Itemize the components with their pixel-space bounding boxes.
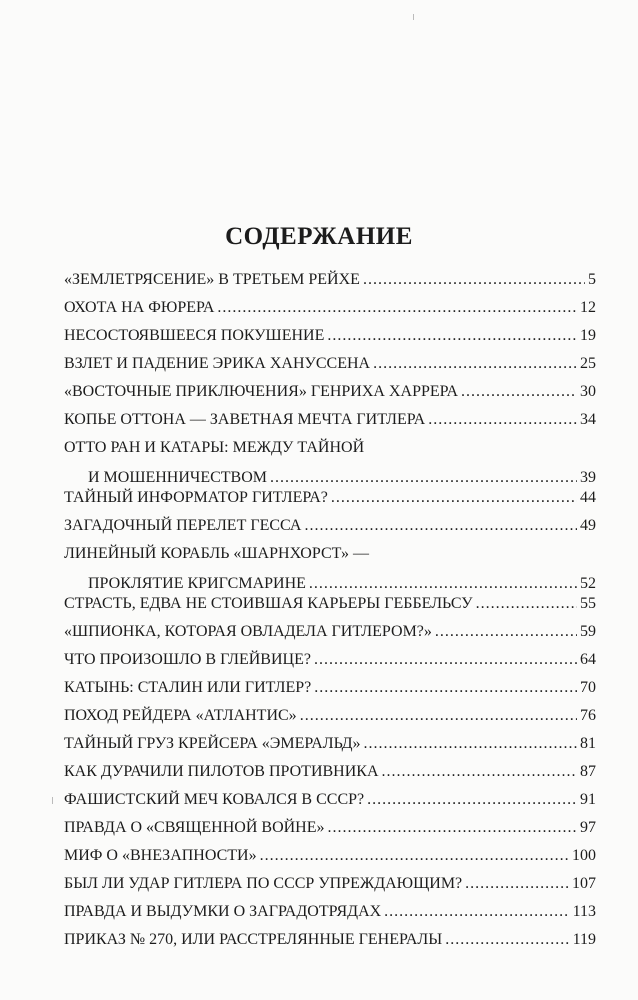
toc-entry[interactable] [64,354,596,374]
dot-leader [217,298,577,318]
toc-entry[interactable] [64,790,596,810]
toc-entry-title: ЗАГАДОЧНЫЙ ПЕРЕЛЕТ ГЕССА [64,517,302,534]
dot-leader [384,902,569,922]
toc-entry[interactable] [64,902,596,922]
toc-page-number: 52 [580,575,596,592]
toc-entry[interactable] [64,410,596,430]
toc-entry[interactable] [64,622,596,642]
toc-entry-title: КОПЬЕ ОТТОНА — ЗАВЕТНАЯ МЕЧТА ГИТЛЕРА [64,411,426,428]
toc-page-number: 34 [580,411,596,428]
toc-page-number: 76 [580,707,596,724]
toc-entry-title: ТАЙНЫЙ ГРУЗ КРЕЙСЕРА «ЭМЕРАЛЬД» [64,735,361,752]
toc-page-number: 113 [572,903,596,920]
page-title: СОДЕРЖАНИЕ [225,223,413,250]
dot-leader [428,410,577,430]
dot-leader [476,594,577,614]
toc-entry[interactable] [64,326,596,346]
dot-leader [461,382,577,402]
toc-page-number: 39 [580,469,596,486]
dot-leader [465,874,569,894]
toc-entry-title: КАК ДУРАЧИЛИ ПИЛОТОВ ПРОТИВНИКА [64,763,379,780]
toc-entry-title: ОХОТА НА ФЮРЕРА [64,299,215,316]
scan-mark [413,14,414,20]
toc-entry-title: ЧТО ПРОИЗОШЛО В ГЛЕЙВИЦЕ? [64,651,311,668]
toc-page-number: 81 [580,735,596,752]
toc-entry[interactable] [64,846,596,866]
toc-entry[interactable] [64,734,596,754]
dot-leader [314,678,577,698]
toc-entry[interactable] [64,594,596,614]
toc-page-number: 55 [580,595,596,612]
toc-entry-title: ПРОКЛЯТИЕ КРИГСМАРИНЕ [88,575,306,592]
toc-page-number: 97 [580,819,596,836]
dot-leader [328,818,577,838]
dot-leader [314,650,577,670]
dot-leader [363,270,585,290]
toc-entry-title: МИФ О «ВНЕЗАПНОСТИ» [64,847,257,864]
toc-entry-title: ПРАВДА И ВЫДУМКИ О ЗАГРАДОТРЯДАХ [64,903,382,920]
dot-leader [373,354,577,374]
toc-entry-title: БЫЛ ЛИ УДАР ГИТЛЕРА ПО СССР УПРЕЖДАЮЩИМ? [64,875,463,892]
toc-entry[interactable] [64,762,596,782]
toc-entry[interactable] [64,930,596,950]
toc-page-number: 12 [580,299,596,316]
dot-leader [260,846,569,866]
toc-entry-title: «ВОСТОЧНЫЕ ПРИКЛЮЧЕНИЯ» ГЕНРИХА ХАРРЕРА [64,383,459,400]
toc-entry[interactable] [64,488,596,508]
toc-page-number: 100 [572,847,596,864]
toc-entry-title: ФАШИСТСКИЙ МЕЧ КОВАЛСЯ В СССР? [64,791,365,808]
toc-page-number: 44 [580,489,596,506]
toc-entry-title: ЛИНЕЙНЫЙ КОРАБЛЬ «ШАРНХОРСТ» — [64,545,369,562]
dot-leader [327,326,577,346]
toc-entry-title: «ШПИОНКА, КОТОРАЯ ОВЛАДЕЛА ГИТЛЕРОМ?» [64,623,432,640]
toc-entry[interactable] [64,438,596,488]
toc-entry[interactable] [64,650,596,670]
toc-entry[interactable] [64,298,596,318]
toc-entry-title: И МОШЕННИЧЕСТВОМ [88,469,267,486]
toc-entry[interactable] [64,874,596,894]
toc-entry[interactable] [64,270,596,290]
toc-page-number: 19 [580,327,596,344]
toc-entry-title: ПОХОД РЕЙДЕРА «АТЛАНТИС» [64,707,297,724]
toc-entry[interactable] [64,516,596,536]
toc-entry-title: НЕСОСТОЯВШЕЕСЯ ПОКУШЕНИЕ [64,327,325,344]
toc-page-number: 91 [580,791,596,808]
toc-page-number: 25 [580,355,596,372]
dot-leader [309,574,577,594]
dot-leader [367,790,577,810]
dot-leader [382,762,577,782]
toc-entry[interactable] [64,706,596,726]
dot-leader [331,488,577,508]
toc-entry-title: ОТТО РАН И КАТАРЫ: МЕЖДУ ТАЙНОЙ [64,439,365,456]
toc-page-number: 49 [580,517,596,534]
toc-page-number: 70 [580,679,596,696]
dot-leader [304,516,577,536]
toc-page-number: 5 [588,271,596,288]
dot-leader [445,930,569,950]
toc-entry-title: ВЗЛЕТ И ПАДЕНИЕ ЭРИКА ХАНУССЕНА [64,355,371,372]
toc-entry-title: ПРИКАЗ № 270, ИЛИ РАССТРЕЛЯННЫЕ ГЕНЕРАЛЫ [64,931,443,948]
toc-entry[interactable] [64,818,596,838]
toc-page-number: 119 [572,931,596,948]
toc-page-number: 30 [580,383,596,400]
toc-entry[interactable] [64,544,596,594]
dot-leader [364,734,577,754]
dot-leader [435,622,577,642]
toc-entry[interactable] [64,382,596,402]
dot-leader [270,468,577,488]
toc-entry-title: «ЗЕМЛЕТРЯСЕНИЕ» В ТРЕТЬЕМ РЕЙХЕ [64,271,360,288]
toc-entry-title: ТАЙНЫЙ ИНФОРМАТОР ГИТЛЕРА? [64,489,328,506]
scan-mark [52,797,53,804]
dot-leader [300,706,577,726]
toc-entry-title: СТРАСТЬ, ЕДВА НЕ СТОИВШАЯ КАРЬЕРЫ ГЕББЕЛЬСУ [64,595,473,612]
toc-entry-title: ПРАВДА О «СВЯЩЕННОЙ ВОЙНЕ» [64,819,325,836]
toc-page-number: 107 [572,875,596,892]
toc-page-number: 64 [580,651,596,668]
toc-entry[interactable] [64,678,596,698]
toc-page-number: 87 [580,763,596,780]
toc-page-number: 59 [580,623,596,640]
toc-entry-title: КАТЫНЬ: СТАЛИН ИЛИ ГИТЛЕР? [64,679,312,696]
